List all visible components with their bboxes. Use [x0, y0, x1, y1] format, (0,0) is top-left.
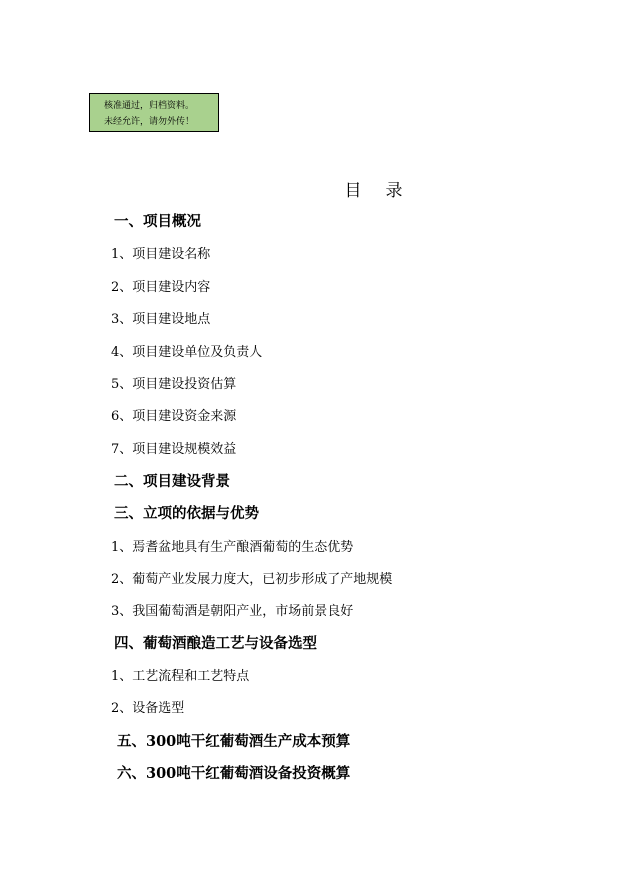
toc-item: 2、项目建设内容 [111, 280, 211, 295]
toc-heading-6: 六、300吨干红葡萄酒设备投资概算 [117, 765, 351, 782]
toc-item: 6、项目建设资金来源 [111, 409, 237, 424]
toc-item: 1、焉耆盆地具有生产酿酒葡萄的生态优势 [111, 540, 354, 555]
toc-item: 7、项目建设规模效益 [111, 442, 237, 457]
toc-item: 1、项目建设名称 [111, 247, 211, 262]
toc-heading-2: 二、项目建设背景 [114, 473, 230, 490]
approval-stamp [89, 93, 219, 132]
toc-heading-3: 三、立项的依据与优势 [114, 505, 259, 522]
stamp-line-2: 未经允许，请勿外传！ [104, 117, 195, 127]
toc-item: 4、项目建设单位及负责人 [111, 345, 263, 360]
toc-heading-4: 四、葡萄酒酿造工艺与设备选型 [114, 635, 317, 652]
toc-item: 2、葡萄产业发展力度大，已初步形成了产地规模 [111, 572, 393, 587]
toc-item: 3、我国葡萄酒是朝阳产业，市场前景良好 [111, 604, 354, 619]
page-title: 目录 [344, 181, 427, 201]
toc-item: 1、工艺流程和工艺特点 [111, 669, 250, 684]
stamp-line-1: 核准通过，归档资料。 [104, 101, 195, 111]
toc-item: 5、项目建设投资估算 [111, 377, 237, 392]
toc-item: 3、项目建设地点 [111, 312, 211, 327]
toc-heading-1: 一、项目概况 [114, 213, 201, 230]
toc-item: 2、设备选型 [111, 701, 185, 716]
toc-heading-5: 五、300吨干红葡萄酒生产成本预算 [117, 733, 351, 750]
